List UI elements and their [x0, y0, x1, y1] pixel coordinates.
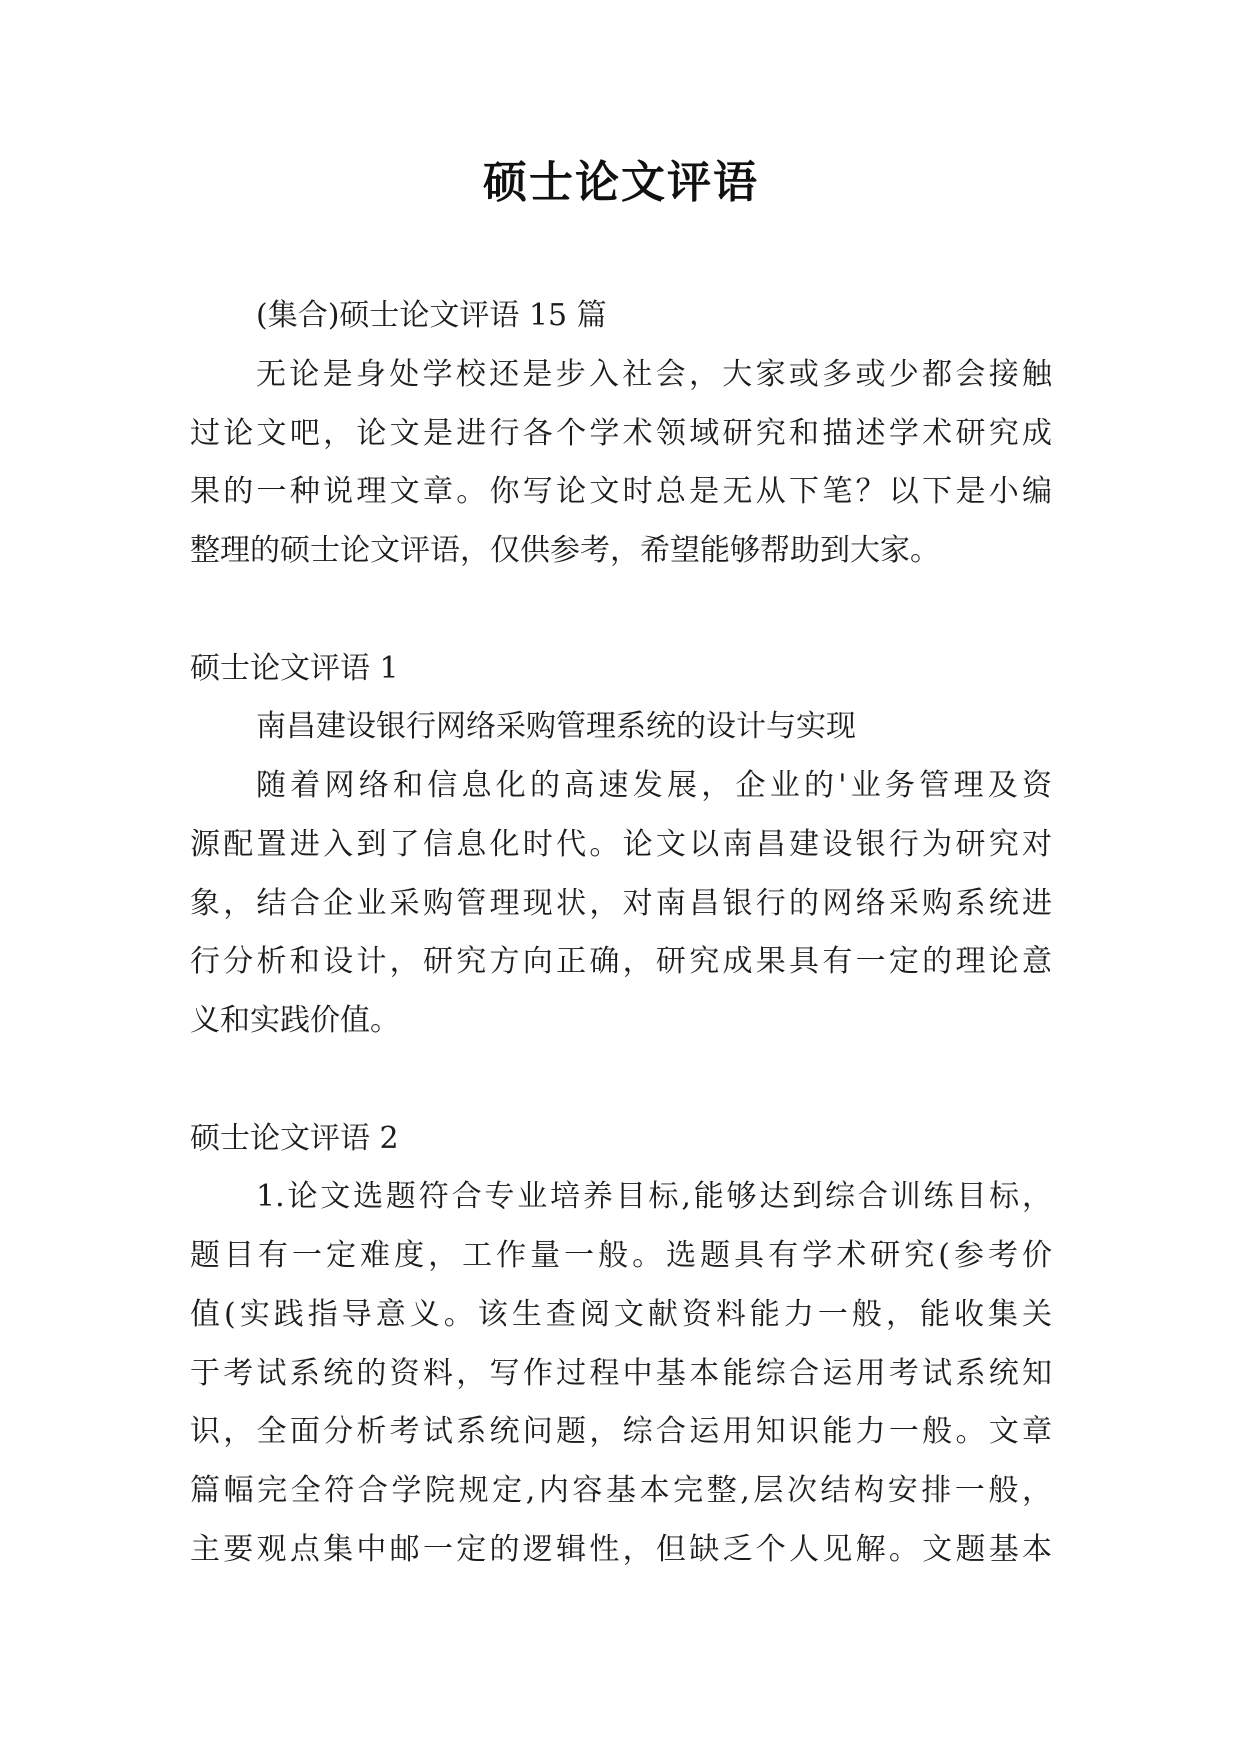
paragraph-line: 过论文吧，论文是进行各个学术领域研究和描述学术研究成 [190, 415, 1052, 451]
paragraph-line: 义和实践价值。 [190, 1003, 400, 1038]
paragraph-line: 行分析和设计，研究方向正确，研究成果具有一定的理论意 [190, 944, 1052, 980]
collection-subtitle: (集合)硕士论文评语 15 篇 [256, 298, 607, 333]
paragraph-line: 无论是身处学校还是步入社会，大家或多或少都会接触 [256, 356, 1052, 392]
paragraph-line: 象，结合企业采购管理现状，对南昌银行的网络采购系统进 [190, 885, 1052, 921]
review-section-2 [190, 1110, 1052, 1580]
section-paragraph [190, 757, 1052, 1051]
paragraph-line: 随着网络和信息化的高速发展，企业的'业务管理及资 [256, 768, 1052, 803]
document-body [190, 287, 1052, 1580]
paragraph-line: 源配置进入到了信息化时代。论文以南昌建设银行为研究对 [190, 826, 1052, 862]
section-topic: 南昌建设银行网络采购管理系统的设计与实现 [256, 709, 856, 745]
blank-line [190, 1051, 1052, 1110]
paragraph-line: 于考试系统的资料，写作过程中基本能综合运用考试系统知 [190, 1355, 1052, 1391]
document-title: 硕士论文评语 [483, 157, 759, 208]
paragraph-line: 果的一种说理文章。你写论文时总是无从下笔？以下是小编 [190, 474, 1052, 510]
paragraph-line: 识，全面分析考试系统问题，综合运用知识能力一般。文章 [190, 1414, 1052, 1450]
section-paragraph [190, 1168, 1052, 1579]
blank-line [190, 581, 1052, 640]
paragraph-line: 整理的硕士论文评语，仅供参考，希望能够帮助到大家。 [190, 533, 940, 568]
paragraph-line: 主要观点集中邮一定的逻辑性，但缺乏个人见解。文题基本 [190, 1531, 1052, 1567]
paragraph-line: 篇幅完全符合学院规定,内容基本完整,层次结构安排一般， [190, 1473, 1052, 1508]
section-heading: 硕士论文评语 1 [190, 650, 399, 686]
paragraph-line: 值(实践指导意义。该生查阅文献资料能力一般，能收集关 [190, 1296, 1052, 1332]
intro-paragraph [190, 346, 1052, 581]
paragraph-line: 1.论文选题符合专业培养目标,能够达到综合训练目标， [256, 1179, 1052, 1215]
section-heading: 硕士论文评语 2 [190, 1120, 399, 1156]
review-section-1 [190, 640, 1052, 1051]
paragraph-line: 题目有一定难度，工作量一般。选题具有学术研究(参考价 [190, 1238, 1052, 1273]
